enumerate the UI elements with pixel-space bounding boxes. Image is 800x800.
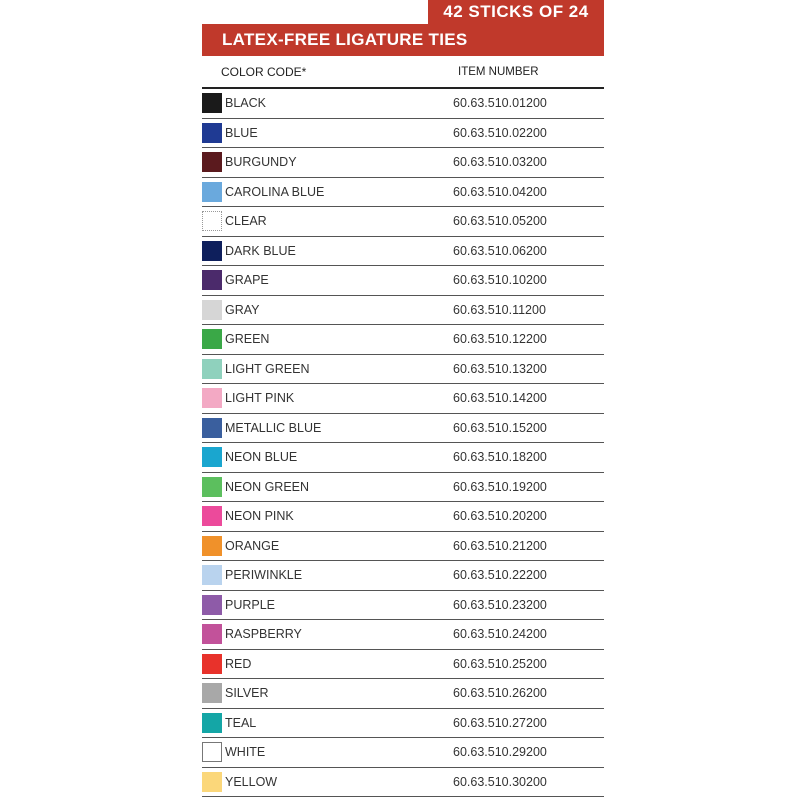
color-name: TEAL bbox=[225, 715, 257, 730]
item-number: 60.63.510.18200 bbox=[453, 450, 547, 464]
item-number: 60.63.510.20200 bbox=[453, 509, 547, 523]
table-row bbox=[202, 414, 604, 444]
color-swatch bbox=[202, 300, 222, 320]
item-number: 60.63.510.21200 bbox=[453, 538, 547, 553]
color-name: NEON BLUE bbox=[225, 450, 298, 464]
color-swatch bbox=[202, 477, 222, 497]
color-name: BLUE bbox=[225, 125, 258, 140]
item-number: 60.63.510.15200 bbox=[453, 420, 547, 435]
table-row bbox=[202, 709, 604, 739]
item-number: 60.63.510.27200 bbox=[453, 715, 547, 730]
table-row bbox=[202, 768, 604, 798]
color-name: BLACK bbox=[225, 96, 266, 110]
color-swatch bbox=[202, 595, 222, 615]
color-swatch bbox=[202, 93, 222, 113]
color-name: GRAY bbox=[225, 302, 260, 317]
color-swatch bbox=[202, 211, 222, 231]
item-number: 60.63.510.29200 bbox=[453, 745, 547, 759]
color-name: PURPLE bbox=[225, 597, 276, 612]
table-row bbox=[202, 561, 604, 591]
color-name: SILVER bbox=[225, 686, 269, 700]
color-name: CAROLINA BLUE bbox=[225, 184, 325, 199]
table-row bbox=[202, 119, 604, 149]
color-swatch bbox=[202, 772, 222, 792]
table-row bbox=[202, 355, 604, 385]
table-row bbox=[202, 296, 604, 326]
item-number: 60.63.510.06200 bbox=[453, 243, 547, 258]
table-row bbox=[202, 473, 604, 503]
item-number: 60.63.510.05200 bbox=[453, 214, 547, 228]
table-row bbox=[202, 443, 604, 473]
color-name: LIGHT GREEN bbox=[225, 361, 310, 376]
table-row bbox=[202, 620, 604, 650]
color-name: NEON PINK bbox=[225, 509, 294, 523]
color-swatch bbox=[202, 654, 222, 674]
table-row bbox=[202, 532, 604, 562]
color-swatch bbox=[202, 152, 222, 172]
item-number: 60.63.510.12200 bbox=[453, 332, 547, 346]
table-row bbox=[202, 148, 604, 178]
color-swatch bbox=[202, 388, 222, 408]
color-list bbox=[202, 89, 604, 797]
table-row bbox=[202, 325, 604, 355]
color-name: CLEAR bbox=[225, 214, 267, 228]
table-row bbox=[202, 384, 604, 414]
item-number: 60.63.510.13200 bbox=[453, 361, 547, 376]
table-row bbox=[202, 738, 604, 768]
color-swatch bbox=[202, 536, 222, 556]
color-swatch bbox=[202, 241, 222, 261]
table-title: LATEX-FREE LIGATURE TIES bbox=[202, 24, 604, 56]
item-number: 60.63.510.14200 bbox=[453, 391, 547, 405]
item-number: 60.63.510.19200 bbox=[453, 479, 547, 494]
color-swatch bbox=[202, 713, 222, 733]
item-number: 60.63.510.04200 bbox=[453, 184, 547, 199]
color-name: LIGHT PINK bbox=[225, 391, 295, 405]
item-number: 60.63.510.10200 bbox=[453, 273, 547, 287]
item-number: 60.63.510.11200 bbox=[453, 302, 546, 317]
color-swatch bbox=[202, 359, 222, 379]
pack-size-badge: 42 STICKS OF 24 bbox=[428, 0, 604, 24]
color-swatch bbox=[202, 418, 222, 438]
color-name: RASPBERRY bbox=[225, 627, 302, 641]
item-number: 60.63.510.22200 bbox=[453, 568, 547, 582]
table-row bbox=[202, 679, 604, 709]
color-swatch bbox=[202, 447, 222, 467]
item-number: 60.63.510.24200 bbox=[453, 627, 547, 641]
color-swatch bbox=[202, 506, 222, 526]
item-number: 60.63.510.01200 bbox=[453, 96, 547, 110]
item-number: 60.63.510.30200 bbox=[453, 774, 547, 789]
table-row bbox=[202, 237, 604, 267]
color-swatch bbox=[202, 270, 222, 290]
item-number: 60.63.510.03200 bbox=[453, 155, 547, 169]
color-name: DARK BLUE bbox=[225, 243, 296, 258]
item-number: 60.63.510.25200 bbox=[453, 656, 547, 671]
item-number: 60.63.510.23200 bbox=[453, 597, 547, 612]
color-name: WHITE bbox=[225, 745, 266, 759]
column-header-color-code: COLOR CODE* bbox=[221, 65, 307, 79]
table-row bbox=[202, 591, 604, 621]
color-name: GRAPE bbox=[225, 273, 269, 287]
color-name: PERIWINKLE bbox=[225, 568, 303, 582]
column-header-item-number: ITEM NUMBER bbox=[458, 66, 539, 78]
color-name: METALLIC BLUE bbox=[225, 420, 322, 435]
color-swatch bbox=[202, 182, 222, 202]
color-swatch bbox=[202, 683, 222, 703]
color-name: ORANGE bbox=[225, 538, 280, 553]
table-row bbox=[202, 89, 604, 119]
color-swatch bbox=[202, 565, 222, 585]
color-swatch bbox=[202, 624, 222, 644]
table-row bbox=[202, 502, 604, 532]
item-number: 60.63.510.26200 bbox=[453, 686, 547, 700]
table-row bbox=[202, 178, 604, 208]
color-name: YELLOW bbox=[225, 774, 278, 789]
color-name: GREEN bbox=[225, 332, 270, 346]
color-name: NEON GREEN bbox=[225, 479, 310, 494]
color-swatch bbox=[202, 742, 222, 762]
item-number: 60.63.510.02200 bbox=[453, 125, 547, 140]
table-row bbox=[202, 650, 604, 680]
color-name: RED bbox=[225, 656, 252, 671]
color-name: BURGUNDY bbox=[225, 155, 297, 169]
color-swatch bbox=[202, 329, 222, 349]
table-row bbox=[202, 266, 604, 296]
column-header-row bbox=[202, 57, 604, 89]
color-swatch bbox=[202, 123, 222, 143]
table-row bbox=[202, 207, 604, 237]
